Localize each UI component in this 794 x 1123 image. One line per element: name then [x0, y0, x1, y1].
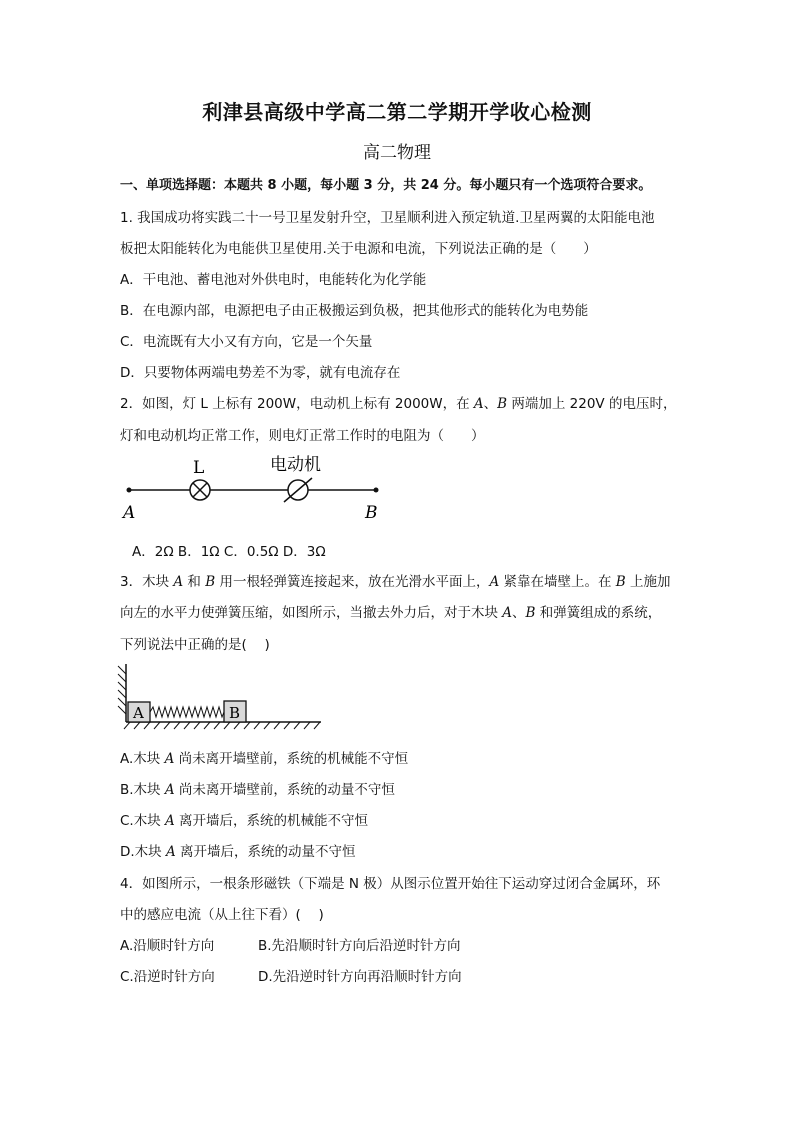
q1-option-a: A．干电池、蓄电池对外供电时，电能转化为化学能 — [120, 272, 427, 288]
section-heading: 一、单项选择题：本题共 8 小题，每小题 3 分，共 24 分。每小题只有一个选项符合要求。 — [120, 178, 652, 193]
q3-option-d: D.木块 A 离开墙后，系统的动量不守恒 — [120, 844, 356, 860]
terminal-b-dot — [374, 488, 379, 493]
terminal-b-label: B — [365, 503, 378, 523]
q3-stem-line1: 3．木块 A 和 B 用一根轻弹簧连接起来，放在光滑水平面上，A 紧靠在墙壁上。在 B 上施加 — [120, 574, 671, 590]
wall-hatch — [118, 664, 126, 722]
spring-diagram — [116, 662, 326, 732]
page-title: 利津县高级中学高二第二学期开学收心检测 — [202, 100, 592, 124]
q2-stem-line2: 灯和电动机均正常工作，则电灯正常工作时的电阻为（ ） — [120, 428, 485, 444]
block-b-label: B — [229, 704, 241, 722]
q4-option-b: B.先沿顺时针方向后沿逆时针方向 — [258, 938, 461, 954]
circuit-diagram — [118, 450, 388, 525]
q1-option-b: B．在电源内部，电源把电子由正极搬运到负极，把其他形式的能转化为电势能 — [120, 303, 589, 319]
q3-option-a: A.木块 A 尚未离开墙壁前，系统的机械能不守恒 — [120, 751, 409, 767]
q4-option-a: A.沿顺时针方向 — [120, 938, 215, 954]
terminal-a-dot — [127, 488, 132, 493]
page-subtitle: 高二物理 — [363, 143, 431, 163]
q4-option-d: D.先沿逆时针方向再沿顺时针方向 — [258, 969, 462, 985]
motor-icon — [284, 478, 312, 502]
lamp-label: L — [193, 458, 205, 478]
q4-option-c: C.沿逆时针方向 — [120, 969, 215, 985]
q1-option-c: C．电流既有大小又有方向，它是一个矢量 — [120, 334, 373, 350]
block-a-label: A — [133, 704, 144, 722]
motor-label: 电动机 — [270, 455, 321, 475]
q3-stem-line3: 下列说法中正确的是( ) — [120, 637, 270, 653]
q1-stem-line2: 板把太阳能转化为电能供卫星使用.关于电源和电流，下列说法正确的是（ ） — [120, 241, 597, 257]
q3-option-b: B.木块 A 尚未离开墙壁前，系统的动量不守恒 — [120, 782, 395, 798]
floor-hatch — [124, 722, 321, 729]
terminal-a-label: A — [123, 503, 136, 523]
q2-options: A．2Ω B．1Ω C．0.5Ω D．3Ω — [132, 544, 326, 560]
q2-stem-line1: 2．如图，灯 L 上标有 200W，电动机上标有 2000W，在 A、B 两端加上 220V 的电压时， — [120, 396, 677, 412]
q1-option-d: D．只要物体两端电势差不为零，就有电流存在 — [120, 365, 401, 381]
q1-stem-line1: 1. 我国成功将实践二十一号卫星发射升空，卫星顺利进入预定轨道.卫星两翼的太阳能电池 — [120, 210, 655, 226]
spring — [150, 707, 224, 717]
q4-stem-line2: 中的感应电流（从上往下看）( ) — [120, 907, 324, 923]
lamp-icon — [190, 480, 210, 500]
q3-stem-line2: 向左的水平力使弹簧压缩，如图所示，当撤去外力后，对于木块 A、B 和弹簧组成的系统， — [120, 605, 662, 621]
q4-stem-line1: 4．如图所示，一根条形磁铁（下端是 N 极）从图示位置开始往下运动穿过闭合金属环，环 — [120, 876, 661, 892]
q3-option-c: C.木块 A 离开墙后，系统的机械能不守恒 — [120, 813, 369, 829]
